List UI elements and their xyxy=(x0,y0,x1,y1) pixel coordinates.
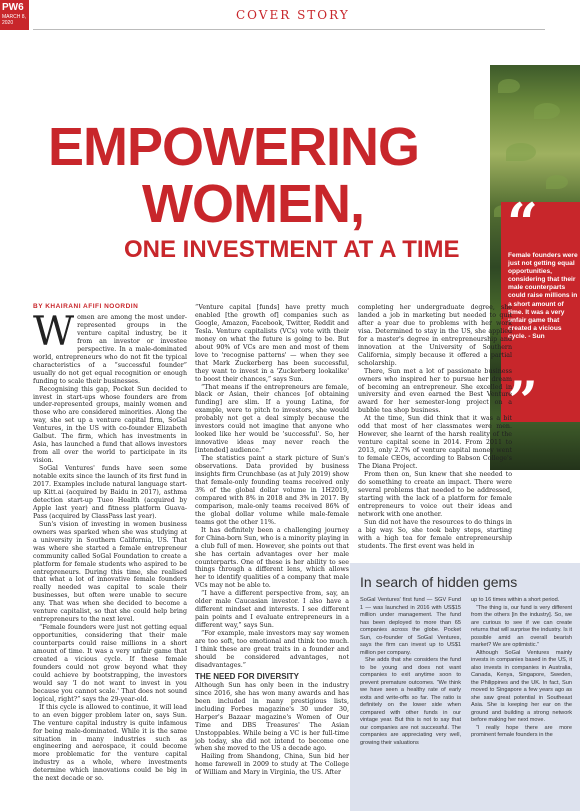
article-paragraph: “For example, male investors may say women are too soft, too emotional and think too much. I think these are great traits in a founder and should be considered advantages, not disadvantages.” xyxy=(195,630,349,669)
pull-quote-box xyxy=(501,191,580,433)
sidebar-paragraph: up to 16 times within a short period. xyxy=(471,597,560,603)
article-paragraph: It has definitely been a challenging journey for China-born Sun, who is a minority playing in a club full of men. However, she points out that she has certain advantages over her male counterparts. One of these is her ability to see things through a different lens, which allows her to identify qualities of a company that male VCs may not be able to. xyxy=(195,526,349,590)
article-paragraph: “Female founders were just not getting equal opportunities, considering that their male counterparts could raise millions in a short amount of time. It was a very unfair game that created a vicious cycle. If these female founders could not grow beyond what they could achieve by bootstrapping, the investors would say 'I do not want to invest in you because you cannot scale.' That does not sound logical, right?” says the 29-year-old. xyxy=(33,624,187,703)
sidebar-title: In search of hidden gems xyxy=(360,574,518,590)
pull-quote-attribution: - Sun xyxy=(528,332,545,340)
headline-line-2: WOMEN, xyxy=(142,174,364,234)
article-paragraph: “That means if the entrepreneurs are female, black or Asian, their chances [of obtaining funding] are slim. If a young Latina, for example, were to pitch to investors, she would probably not get a deal simply because the investors could not imagine that anyone who looked like her would be 'successful'. So, her innovative ideas may never reach the [intended] audience.” xyxy=(195,383,349,455)
section-label: COVER STORY xyxy=(236,8,350,22)
leaf-shape xyxy=(498,79,520,93)
page-number: PW6 xyxy=(2,2,24,13)
page-number-badge xyxy=(0,0,29,30)
issue-date: MARCH 8, 2020 xyxy=(2,14,26,26)
sidebar-column-1 xyxy=(360,597,461,747)
article-paragraph: SoGal Ventures' funds have seen some notable exits since the launch of its first fund in 2017. Examples include natural language start-up Kitt.ai (acquired by Baidu in 2017), asthma detection start-up Tueo Health (acquired by Apple last year) and fitness platform Guava-Pass (acquired by ClassPass last year). xyxy=(33,465,187,520)
sidebar-paragraph: Although SoGal Ventures mainly invests in companies based in the US, it also invests in companies in Australia, Canada, Kenya, Singapore, Sweden, the Philippines and the UK. In fact, Sun moved to Singapore a few years ago as she saw great potential in Southeast Asia. She is keeping her ear on the ground and building a strong network before making her next move. xyxy=(471,649,572,723)
article-paragraph: At the time, Sun did think that it was a bit odd that most of her classmates were men. However, she learnt of the harsh reality of the venture capital scene in 2014. From 2011 to 2013, only 2.7% of venture capital money went to female CEOs, according to Babson College's The Diana Project. xyxy=(358,415,512,471)
article-paragraph: If this cycle is allowed to continue, it will lead to an even bigger problem later on, says Sun. The venture capital industry is quite infamous for being male-dominated. While it is the same situation in many industries such as engineering and aerospace, it could become more problematic for the venture capital industry as a whole, where investments determine which innovations could be big in the next decade or so. xyxy=(33,703,187,783)
drop-cap: W xyxy=(33,309,75,355)
article-paragraph: Hailing from Shandong, China, Sun bid her home farewell in 2009 to study at The College of William and Mary in Virginia, the US. After xyxy=(195,753,349,777)
sidebar-paragraph: “I really hope there are more prominent female founders in the xyxy=(471,724,572,738)
article-paragraph: There, Sun met a lot of passionate business owners who inspired her to pursue her dream of becoming an entrepreneur. She excelled in university and even earned the Best Venture award for her semester-long project on a bubble tea shop business. xyxy=(358,367,512,415)
article-paragraph: “I have a different perspective from, say, an older male Caucasian investor. I also have a different mindset and interests. I see different pain points and I evaluate entrepreneurs in a different way,” says Sun. xyxy=(195,590,349,630)
byline: BY KHAIRANI AFIFI NOORDIN xyxy=(33,303,139,310)
pull-quote-text: Female founders were just not getting equal opportunities, considering that their male counterparts could raise millions in a short amount of time. It was a very unfair game that created a vicious cycle. xyxy=(508,252,578,340)
leaf-shape xyxy=(546,175,568,189)
leaf-shape xyxy=(506,143,536,161)
open-quote-icon: “ xyxy=(507,191,539,255)
article-paragraph: completing her undergraduate degree, she landed a job in marketing but needed to quit after a year due to problems with her work visa. Determined to stay in the US, she applied for a master's degree in entrepreneurship and innovation at the University of Southern California, simply because it offered a partial scholarship. xyxy=(358,304,512,367)
subheading: THE NEED FOR DIVERSITY xyxy=(195,671,300,681)
article-paragraph: “Venture capital [funds] have pretty much enabled [the growth of] companies such as Google, Amazon, Facebook, Twitter, Reddit and Tesla. Venture capitalists (VCs) vote with their money on what the future is going to be. But about 90% of VCs are men and most of them love to 'recognise patterns' — when they see that Mark Zuckerberg has been successful, they want to invest in a 'Zuckerberg lookalike' to boost their chances,” says Sun. xyxy=(195,304,349,383)
article-paragraph: Although Sun has only been in the industry since 2016, she has won many awards and has been included in many prestigious lists, including Forbes magazine's 30 under 30, Harper's Bazaar magazine's Women of Our Time and DBS Treasures' The Asian Unstoppables. While being a VC is her full-time job today, she did not intend to become one when she moved to the US a decade ago. xyxy=(195,681,349,753)
sidebar-paragraph: She adds that she considers the fund to be young and does not want companies to exit anytime soon to prevent premature outcomes. “We think we have seen a healthy rate of early exits and write-offs so far. The ratio is definitely on the lower side when compared with other funds in our vintage year. But this is not to say that our companies are not successful. The companies are appreciating very well, growing their valuations xyxy=(360,657,461,746)
article-paragraph: Sun did not have the resources to do things in a big way. So, she took baby steps, starting with a high tea for female entrepreneurship students. The first event was held in xyxy=(358,518,512,550)
sidebar-column-2 xyxy=(471,597,572,740)
article-column-1 xyxy=(33,309,187,783)
leaf-shape xyxy=(534,103,560,119)
headline-line-1: EMPOWERING xyxy=(48,117,420,177)
close-quote-icon: ” xyxy=(507,369,539,433)
sidebar-paragraph: SoGal Ventures' first fund — SGV Fund 1 — was launched in 2016 with US$15 million under management. The fund has been deployed to more than 65 companies across the globe. Pocket Sun, co-founder of SoGal Ventures, says the firm can invest up to US$1 million per company. xyxy=(360,597,461,656)
sidebar-paragraph: “The thing is, our fund is very different from the others [in the industry]. So, we are curious to see if we can create returns that will surprise the industry. Is it possible amid an overall bearish market? We are optimistic.” xyxy=(471,604,572,648)
article-column-3 xyxy=(358,304,512,551)
article-column-2 xyxy=(195,304,349,777)
article-paragraph: The statistics paint a stark picture of Sun's observations. Data provided by business insights firm Crunchbase (as at July 2019) show that female-only founding teams received only 3% of the global dollar volume in 1H2019, compared with 8% in 2018 and 3% in 2017. By comparison, male-only teams received 86% of the global dollar volume while male-female teams got the other 11%. xyxy=(195,455,349,526)
sidebar-box xyxy=(350,563,580,811)
headline-line-3: ONE INVESTMENT AT A TIME xyxy=(124,236,460,263)
article-paragraph: Sun's vision of investing in women business owners was sparked when she was studying at a university in Southern California, US. That was where she started a female entrepreneur community called SoGal Foundation to create a platform for female students who aspired to be entrepreneurs. During this time, she realised that what a lot of innovative female founders really needed was capital to scale their businesses, but often were unable to secure any. That was when she decided to become a venture capitalist, so that she could help bring entrepreneurs to the next level. xyxy=(33,520,187,624)
article-paragraph: omen are among the most under-represented groups in the venture capital industry, be it from an investor or investee perspective. In a male-dominated world, entrepreneurs who do not fit the typical characteristics of a “successful founder” usually do not get equal recognition or enough funding to scale their businesses. xyxy=(33,314,187,385)
article-paragraph: Recognising this gap, Pocket Sun decided to invest in start-ups whose founders are from under-represented groups, mainly women and those who are considered minorities. Along the way, she set up a venture capital firm, SoGal Ventures, in the US with co-founder Elizabeth Galbut. The firm, which has investments in Asia, has launched a fund that allows investors from all over the world to participate in its vision. xyxy=(33,385,187,465)
article-paragraph: From then on, Sun knew that she needed to do something to create an impact. There were several problems that needed to be addressed, starting with the lack of a platform for female entrepreneurs to voice out their ideas and network with one another. xyxy=(358,471,512,518)
header-divider xyxy=(33,29,545,30)
